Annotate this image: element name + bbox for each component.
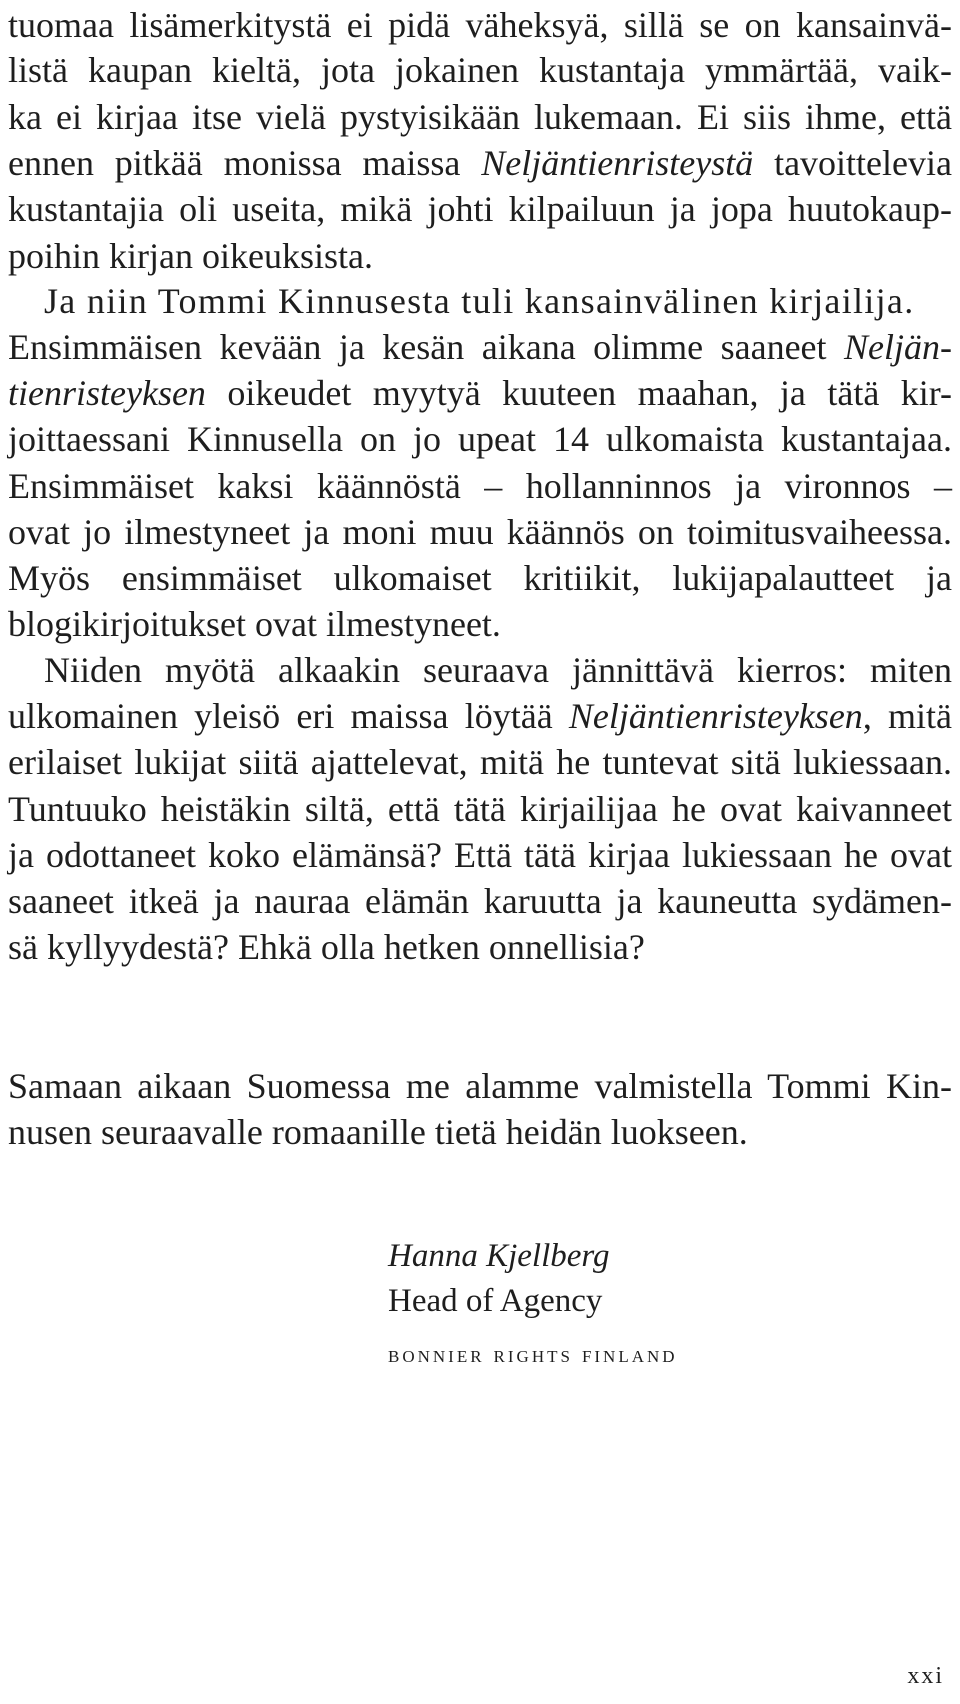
body-line-1: tuomaa lisämerkitystä ei pidä väheksyä, sillä se on kansainvä-: [8, 5, 952, 45]
page-number: xxi: [907, 1663, 944, 1689]
signature-name: Hanna Kjellberg: [388, 1238, 610, 1274]
body-line-5: kustantajia oli useita, mikä johti kilpailuun ja jopa huutokaup-: [8, 189, 952, 229]
body-line-17: erilaiset lukijat siitä ajattelevat, mitä he tuntevat sitä lukiessaan.: [8, 742, 952, 782]
body-line-7: Ja niin Tommi Kinnusesta tuli kansainvälinen kirjailija.: [44, 281, 915, 321]
body-line-10: joittaessani Kinnusella on jo upeat 14 ulkomaista kustantajaa.: [8, 419, 952, 459]
body-line-21: sä kyllyydestä? Ehkä olla hetken onnellisia?: [8, 927, 645, 967]
body-line-8: Ensimmäisen kevään ja kesän aikana olimme saaneet Neljän-: [8, 327, 952, 367]
body-line-14: blogikirjoitukset ovat ilmestyneet.: [8, 604, 501, 644]
body-line-19: ja odottaneet koko elämänsä? Että tätä kirjaa lukiessaan he ovat: [8, 835, 952, 875]
body-line-6: poihin kirjan oikeuksista.: [8, 236, 373, 276]
body-line-20: saaneet itkeä ja nauraa elämän karuutta ja kauneutta sydämen-: [8, 881, 952, 921]
signature-company: bonnier rights finland: [388, 1342, 678, 1368]
body-line-3: ka ei kirjaa itse vielä pystyisikään lukemaan. Ei siis ihme, että: [8, 97, 952, 137]
body-line-13: Myös ensimmäiset ulkomaiset kritiikit, lukijapalautteet ja: [8, 558, 952, 598]
body-line-18: Tuntuuko heistäkin siltä, että tätä kirjailijaa he ovat kaivanneet: [8, 789, 952, 829]
body-line-22: Samaan aikaan Suomessa me alamme valmistella Tommi Kin-: [8, 1066, 952, 1106]
body-line-15: Niiden myötä alkaakin seuraava jännittävä kierros: miten: [44, 650, 952, 690]
body-line-12: ovat jo ilmestyneet ja moni muu käännös on toimitusvaiheessa.: [8, 512, 952, 552]
signature-title: Head of Agency: [388, 1283, 603, 1319]
body-line-11: Ensimmäiset kaksi käännöstä – hollanninnos ja vironnos –: [8, 466, 952, 506]
body-line-23: nusen seuraavalle romaanille tietä heidän luokseen.: [8, 1112, 748, 1152]
body-line-2: listä kaupan kieltä, jota jokainen kustantaja ymmärtää, vaik-: [8, 50, 952, 90]
body-line-16: ulkomainen yleisö eri maissa löytää Neljäntienristeyksen, mitä: [8, 696, 952, 736]
body-line-9: tienristeyksen oikeudet myytyä kuuteen maahan, ja tätä kir-: [8, 373, 952, 413]
body-line-4: ennen pitkää monissa maissa Neljäntienristeystä tavoittelevia: [8, 143, 952, 183]
